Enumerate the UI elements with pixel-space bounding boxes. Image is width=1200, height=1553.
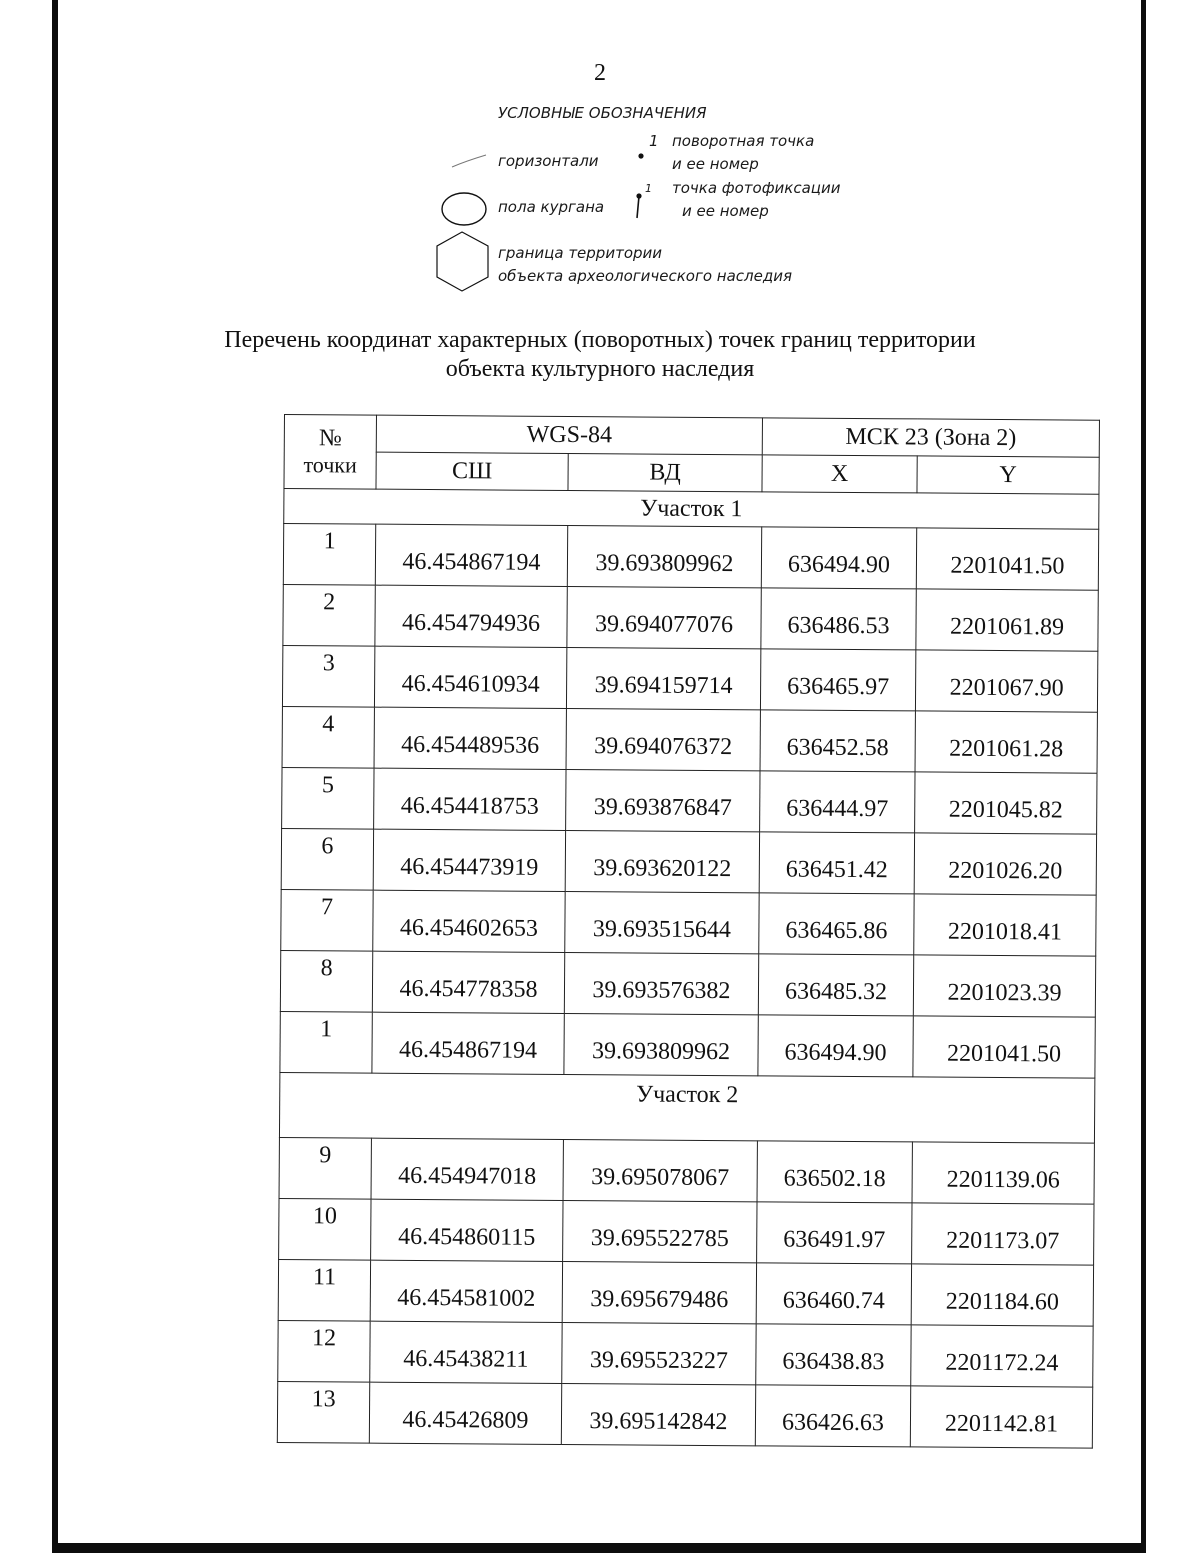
y-cell: 2201061.28 [915, 711, 1097, 773]
latitude-cell: 46.454778358 [372, 951, 564, 1013]
longitude-cell: 39.694077076 [567, 586, 761, 648]
latitude-cell: 46.454794936 [375, 585, 567, 647]
y-cell: 2201172.24 [911, 1325, 1093, 1387]
x-cell: 636494.90 [761, 527, 916, 589]
header-x: X [762, 455, 917, 493]
x-cell: 636491.97 [757, 1202, 912, 1264]
coordinates-table [277, 414, 1100, 1449]
point-number-cell: 10 [279, 1198, 371, 1260]
longitude-cell: 39.695679486 [562, 1261, 756, 1323]
title-line-2: объекта культурного наследия [445, 356, 755, 382]
header-y: Y [917, 456, 1099, 494]
x-cell: 636502.18 [757, 1141, 912, 1203]
y-cell: 2201041.50 [913, 1016, 1095, 1078]
header-point-number [284, 415, 377, 490]
legend-photo-point-label-2: и ее номер [682, 202, 769, 220]
legend-turn-point-label: поворотная точка [672, 132, 815, 150]
x-cell: 636465.97 [760, 649, 915, 711]
table-row [281, 828, 1096, 895]
x-cell: 636494.90 [758, 1015, 913, 1077]
x-cell: 636460.74 [756, 1263, 911, 1325]
longitude-cell: 39.695523227 [562, 1322, 756, 1384]
point-number-cell: 13 [277, 1381, 369, 1443]
table-row [279, 1137, 1094, 1204]
legend-contours-label: горизонтали [498, 152, 599, 170]
legend-photo-point-label: точка фотофиксации [672, 179, 841, 197]
latitude-cell: 46.454581002 [370, 1260, 562, 1322]
kurgan-ellipse-icon [442, 193, 486, 225]
table-row [282, 767, 1097, 834]
latitude-cell: 46.454610934 [374, 646, 566, 708]
y-cell: 2201045.82 [915, 772, 1097, 834]
section-row [284, 489, 1099, 530]
latitude-cell: 46.45438211 [370, 1321, 562, 1383]
table-row [281, 889, 1096, 956]
section-title: Участок 1 [284, 489, 1099, 530]
longitude-cell: 39.693876847 [566, 769, 760, 831]
table-row [279, 1198, 1094, 1265]
header-msk23: МСК 23 (Зона 2) [762, 418, 1099, 457]
section-row [279, 1072, 1094, 1143]
table-row [280, 1011, 1095, 1078]
latitude-cell: 46.454947018 [371, 1138, 563, 1200]
y-cell: 2201026.20 [914, 833, 1096, 895]
point-number-cell: 7 [281, 889, 373, 951]
legend-turn-point-number: 1 [649, 132, 659, 150]
point-number-cell: 1 [280, 1011, 372, 1073]
latitude-cell: 46.454418753 [374, 768, 566, 830]
header-longitude: ВД [568, 453, 762, 491]
latitude-cell: 46.454473919 [373, 829, 565, 891]
latitude-cell: 46.454867194 [372, 1012, 564, 1074]
y-cell: 2201018.41 [914, 894, 1096, 956]
page-number: 2 [594, 60, 606, 86]
y-cell: 2201061.89 [916, 589, 1098, 651]
longitude-cell: 39.695142842 [561, 1383, 755, 1445]
latitude-cell: 46.454489536 [374, 707, 566, 769]
longitude-cell: 39.693576382 [564, 952, 758, 1014]
table-row [283, 584, 1098, 651]
header-latitude: СШ [376, 452, 568, 490]
table-row [282, 706, 1097, 773]
point-number-cell: 1 [283, 524, 375, 586]
table-row [283, 524, 1098, 591]
point-number-cell: 5 [282, 767, 374, 829]
point-number-cell: 8 [280, 950, 372, 1012]
photo-point-icon [636, 193, 641, 218]
x-cell: 636452.58 [760, 710, 915, 772]
point-number-cell: 11 [278, 1259, 370, 1321]
contour-line-icon [452, 155, 486, 167]
table-row [282, 645, 1097, 712]
legend [0, 0, 1200, 300]
longitude-cell: 39.693620122 [565, 830, 759, 892]
turn-point-icon [638, 153, 643, 158]
longitude-cell: 39.695522785 [563, 1200, 757, 1262]
document-title [200, 326, 1000, 384]
y-cell: 2201139.06 [912, 1142, 1094, 1204]
scan-edge-bottom [52, 1543, 1146, 1553]
title-line-1: Перечень координат характерных (поворотных) точек границ территории [224, 327, 976, 353]
point-number-cell: 2 [283, 584, 375, 646]
x-cell: 636426.63 [755, 1385, 910, 1447]
table-row [278, 1259, 1093, 1326]
header-point-number-line-1: № [318, 425, 342, 452]
y-cell: 2201067.90 [915, 650, 1097, 712]
y-cell: 2201142.81 [910, 1386, 1092, 1448]
x-cell: 636451.42 [759, 832, 914, 894]
header-point-number-line-2: точки [303, 452, 357, 478]
legend-boundary-label: граница территории [498, 244, 663, 262]
x-cell: 636444.97 [760, 771, 915, 833]
point-number-cell: 3 [282, 645, 374, 707]
point-number-cell: 9 [279, 1137, 371, 1199]
longitude-cell: 39.693515644 [565, 891, 759, 953]
x-cell: 636485.32 [758, 954, 913, 1016]
x-cell: 636486.53 [761, 588, 916, 650]
y-cell: 2201173.07 [912, 1203, 1094, 1265]
table-row [278, 1320, 1093, 1387]
boundary-hexagon-icon [437, 232, 488, 291]
y-cell: 2201041.50 [916, 528, 1098, 590]
legend-boundary-label-2: объекта археологического наследия [498, 267, 793, 285]
latitude-cell: 46.454867194 [375, 524, 567, 586]
latitude-cell: 46.454602653 [373, 890, 565, 952]
point-number-cell: 6 [281, 828, 373, 890]
legend-turn-point-label-2: и ее номер [672, 155, 759, 173]
table-row [277, 1381, 1092, 1448]
longitude-cell: 39.694159714 [566, 647, 760, 709]
point-number-cell: 4 [282, 706, 374, 768]
point-number-cell: 12 [278, 1320, 370, 1382]
table-row [280, 950, 1095, 1017]
longitude-cell: 39.695078067 [563, 1139, 757, 1201]
latitude-cell: 46.45426809 [369, 1382, 561, 1444]
x-cell: 636438.83 [756, 1324, 911, 1386]
y-cell: 2201023.39 [913, 955, 1095, 1017]
header-wgs84: WGS-84 [376, 415, 762, 455]
longitude-cell: 39.693809962 [567, 525, 761, 587]
section-title: Участок 2 [279, 1072, 1094, 1143]
longitude-cell: 39.694076372 [566, 708, 760, 770]
latitude-cell: 46.454860115 [371, 1199, 563, 1261]
longitude-cell: 39.693809962 [564, 1013, 758, 1075]
legend-photo-point-number: 1 [645, 182, 652, 195]
x-cell: 636465.86 [759, 893, 914, 955]
legend-heading: УСЛОВНЫЕ ОБОЗНАЧЕНИЯ [498, 104, 707, 122]
legend-kurgan-label: пола кургана [498, 198, 605, 216]
y-cell: 2201184.60 [911, 1264, 1093, 1326]
coordinates-table-body [277, 489, 1099, 1449]
